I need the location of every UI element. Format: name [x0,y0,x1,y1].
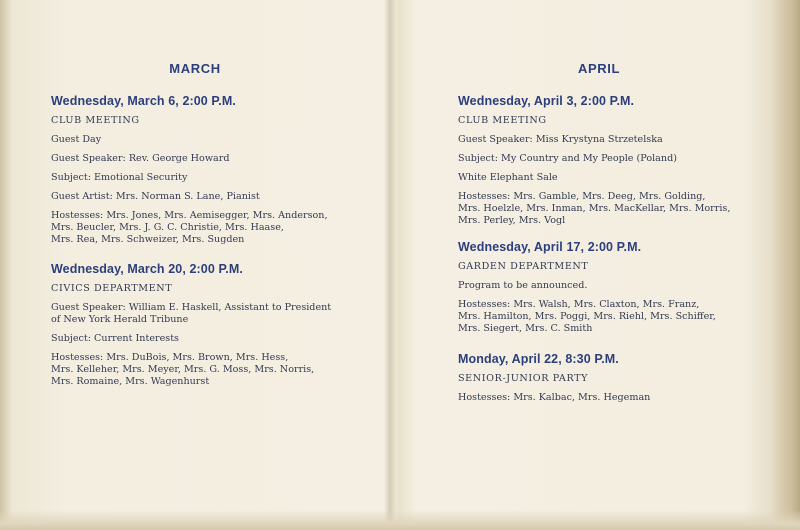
hostesses-line: Mrs. Perley, Mrs. Vogl [458,215,566,226]
hostesses-line: Hostesses: Mrs. Jones, Mrs. Aemisegger, Mrs. Anderson, [51,210,328,221]
event-april-3 [458,94,758,227]
event-department: CLUB MEETING [51,115,140,126]
event-line: Guest Speaker: Rev. George Howard [51,153,230,164]
event-line: Guest Speaker: Miss Krystyna Strzetelska [458,134,663,145]
right-page [396,0,776,530]
event-hostesses [51,352,351,388]
event-department: CIVICS DEPARTMENT [51,283,173,294]
hostesses-line: Hostesses: Mrs. Gamble, Mrs. Deeg, Mrs. Golding, [458,191,706,202]
event-heading: Wednesday, April 17, 2:00 P.M. [458,240,642,254]
event-heading: Wednesday, April 3, 2:00 P.M. [458,94,635,108]
hostesses-line: Mrs. Beucler, Mrs. J. G. C. Christie, Mrs. Haase, [51,222,284,233]
month-title-march: MARCH [169,61,221,76]
hostesses-line: Mrs. Siegert, Mrs. C. Smith [458,323,593,334]
event-department: GARDEN DEPARTMENT [458,261,589,272]
event-april-17 [458,240,758,335]
event-hostesses [458,299,758,335]
event-speaker-line: Guest Speaker: William E. Haskell, Assistant to President [51,302,332,313]
event-march-20 [51,262,351,388]
event-hostesses [51,210,351,246]
event-line: Subject: Emotional Security [51,172,188,183]
event-department: SENIOR-JUNIOR PARTY [458,373,589,384]
hostesses-line: Mrs. Rea, Mrs. Schweizer, Mrs. Sugden [51,234,245,245]
event-subject: Subject: Current Interests [51,333,179,344]
event-heading: Wednesday, March 6, 2:00 P.M. [51,94,236,108]
hostesses-line: Mrs. Romaine, Mrs. Wagenhurst [51,376,210,387]
event-line: Program to be announced. [458,280,588,291]
event-hostesses [458,392,758,404]
hostesses-line: Mrs. Hamilton, Mrs. Poggi, Mrs. Riehl, Mrs. Schiffer, [458,311,716,322]
event-line: White Elephant Sale [458,172,558,183]
book-spine [384,0,396,530]
event-speaker-line: of New York Herald Tribune [51,314,189,325]
hostesses-line: Hostesses: Mrs. Walsh, Mrs. Claxton, Mrs. Franz, [458,299,700,310]
hostesses-line: Hostesses: Mrs. DuBois, Mrs. Brown, Mrs. Hess, [51,352,289,363]
event-line: Guest Day [51,134,102,145]
event-hostesses [458,191,758,227]
event-line: Guest Artist: Mrs. Norman S. Lane, Pianist [51,191,260,202]
hostesses-line: Hostesses: Mrs. Kalbac, Mrs. Hegeman [458,392,651,403]
month-title-april: APRIL [578,61,620,76]
event-department: CLUB MEETING [458,115,547,126]
right-page-edge [772,0,800,530]
event-heading: Monday, April 22, 8:30 P.M. [458,352,619,366]
left-page [0,0,384,530]
event-march-6 [51,94,351,246]
hostesses-line: Mrs. Kelleher, Mrs. Meyer, Mrs. G. Moss, Mrs. Norris, [51,364,315,375]
event-line: Subject: My Country and My People (Poland) [458,153,677,164]
event-heading: Wednesday, March 20, 2:00 P.M. [51,262,243,276]
event-april-22 [458,352,758,404]
hostesses-line: Mrs. Hoelzle, Mrs. Inman, Mrs. MacKellar, Mrs. Morris, [458,203,731,214]
